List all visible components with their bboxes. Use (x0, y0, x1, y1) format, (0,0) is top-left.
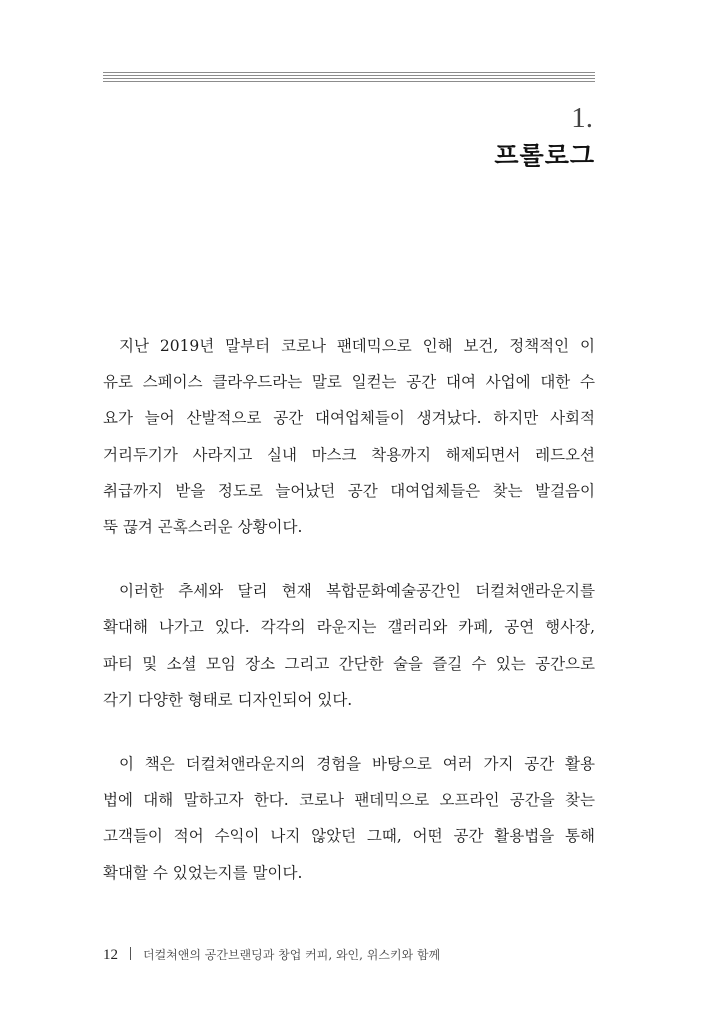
chapter-number: 1. (571, 102, 593, 134)
header-rule-3 (103, 78, 595, 79)
chapter-title: 프롤로그 (494, 141, 595, 170)
running-title: 더컬쳐앤의 공간브랜딩과 창업 커피, 와인, 위스키와 함께 (143, 948, 441, 962)
footer-separator (130, 947, 131, 960)
text-line: 파티 및 소셜 모임 장소 그리고 간단한 술을 즐길 수 있는 공간으로 (103, 654, 595, 673)
text-line: 취급까지 받을 정도로 늘어났던 공간 대여업체들은 찾는 발걸음이 (103, 481, 595, 500)
text-line: 지난 2019년 말부터 코로나 팬데믹으로 인해 보건, 정책적인 이 (119, 337, 595, 355)
paragraph-3 (103, 746, 595, 891)
page-footer (103, 946, 440, 964)
paragraph-2 (103, 573, 595, 718)
text-line: 요가 늘어 산발적으로 공간 대여업체들이 생겨났다. 하지만 사회적 (103, 409, 595, 428)
paragraph-1 (103, 328, 595, 545)
text-line: 확대할 수 있었는지를 말이다. (103, 863, 303, 882)
page-number: 12 (103, 947, 118, 963)
text-line: 거리두기가 사라지고 실내 마스크 착용까지 해제되면서 레드오션 (103, 445, 595, 464)
header-rule-4 (103, 81, 595, 82)
header-rule-1 (103, 72, 595, 73)
text-line: 확대해 나가고 있다. 각각의 라운지는 갤러리와 카페, 공연 행사장, (103, 618, 595, 637)
text-line: 이 책은 더컬쳐앤라운지의 경험을 바탕으로 여러 가지 공간 활용 (119, 755, 595, 774)
text-line: 이러한 추세와 달리 현재 복합문화예술공간인 더컬쳐앤라운지를 (119, 582, 595, 601)
text-line: 법에 대해 말하고자 한다. 코로나 팬데믹으로 오프라인 공간을 찾는 (103, 791, 595, 810)
header-rule-2 (103, 75, 595, 76)
text-line: 뚝 끊겨 곤혹스러운 상황이다. (103, 518, 303, 537)
text-line: 각기 다양한 형태로 디자인되어 있다. (103, 690, 353, 709)
text-line: 고객들이 적어 수익이 나지 않았던 그때, 어떤 공간 활용법을 통해 (103, 827, 595, 846)
text-line: 유로 스페이스 클라우드라는 말로 일컫는 공간 대여 사업에 대한 수 (103, 373, 595, 392)
body-text (103, 328, 595, 919)
